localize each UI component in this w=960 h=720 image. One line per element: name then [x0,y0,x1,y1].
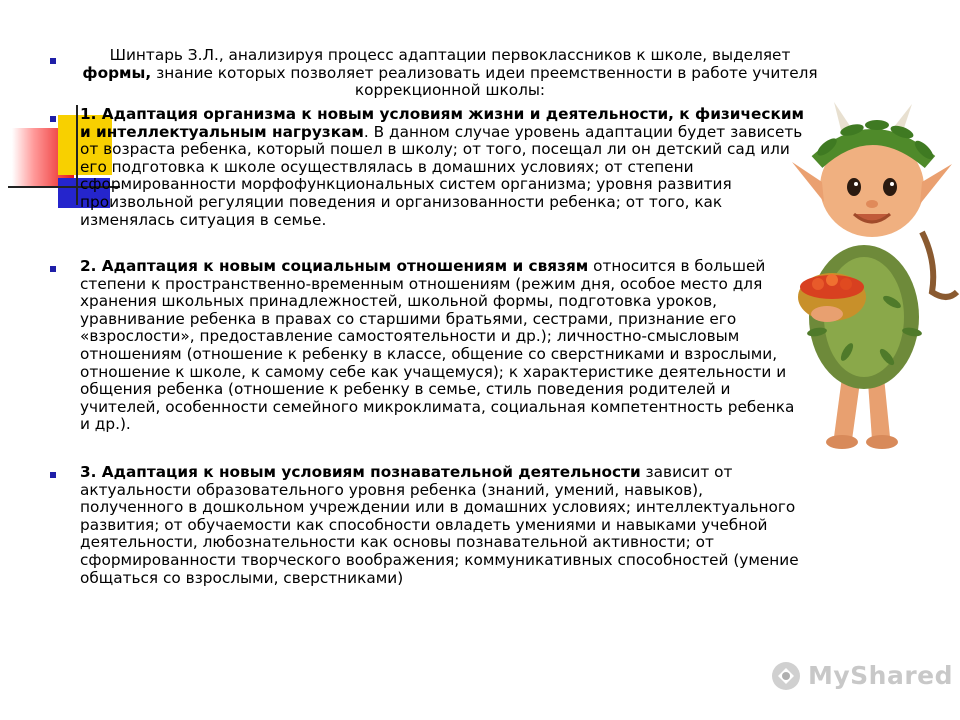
list-item-3 [80,464,808,587]
elf-character-illustration [772,92,960,462]
item-2-text: относится в большей степени к пространственно-временным отношениям (режим дня, особое место для хранения школьных принадлежностей, школьной формы, подготовка уроков, уравнивание ребенка в правах со старшими братьями, сестрами, признание его «взрослости», предоставление самостоятельности и др.); личностно-смысловым отношениям (отношение к ребенку в классе, общение со сверстниками и взрослыми, отношение к школе, к самому себе как учащемуся); к характеристике деятельности и общения ребенка (отношение к ребенку в семье, стиль поведения родителей и учителей, особенности семейного микроклимата, социальная компетентность ребенка и др.). [80,257,795,434]
item-2-heading: 2. Адаптация к новым социальным отношениям и связям [80,257,589,275]
bullet-item-2 [50,266,56,272]
item-1-text: . В данном случае уровень адаптации будет зависеть от возраста ребенка, который пошел в школу; от того, посещал ли он детский сад или его подготовка к школе осуществлялась в домашних условиях; от степени сформированности морфофункциональных систем организма; уровня развития произвольной регуляции поведения и организованности ребенка; от того, как изменялась ситуация в семье. [80,122,803,229]
list-item-1 [80,106,808,229]
bullet-intro [50,58,56,64]
decor-vertical-line [76,105,78,205]
watermark-text: MyShared [808,661,954,690]
intro-text-1: Шинтарь З.Л., анализируя процесс адаптации первоклассников к школе, выделяет [109,46,791,64]
bullet-item-1 [50,116,56,122]
intro-text-2: знание которых позволяет реализовать идеи преемственности в работе учителя коррекционной школы: [151,63,818,100]
item-3-heading: 3. Адаптация к новым условиям познавательной деятельности [80,463,641,481]
intro-paragraph [80,47,820,100]
myshared-watermark [768,658,954,694]
item-3-text: зависит от актуальности образовательного уровня ребенка (знаний, умений, навыков), полученного в дошкольном учреждении или в домашних условиях; интеллектуального развития; от обучаемости как способности овладеть умениями и навыками учебной деятельности, любознательности как основы познавательной активности; от сформированности творческого воображения; коммуникативных способностей (умение общаться со взрослыми, сверстниками) [80,463,799,587]
intro-bold: формы, [82,63,152,82]
item-1-heading: 1. Адаптация организма к новым условиям жизни и деятельности, к физическим и интеллектуальным нагрузкам [80,105,805,141]
bullet-item-3 [50,472,56,478]
myshared-logo-icon [768,658,804,694]
list-item-2 [80,258,808,434]
